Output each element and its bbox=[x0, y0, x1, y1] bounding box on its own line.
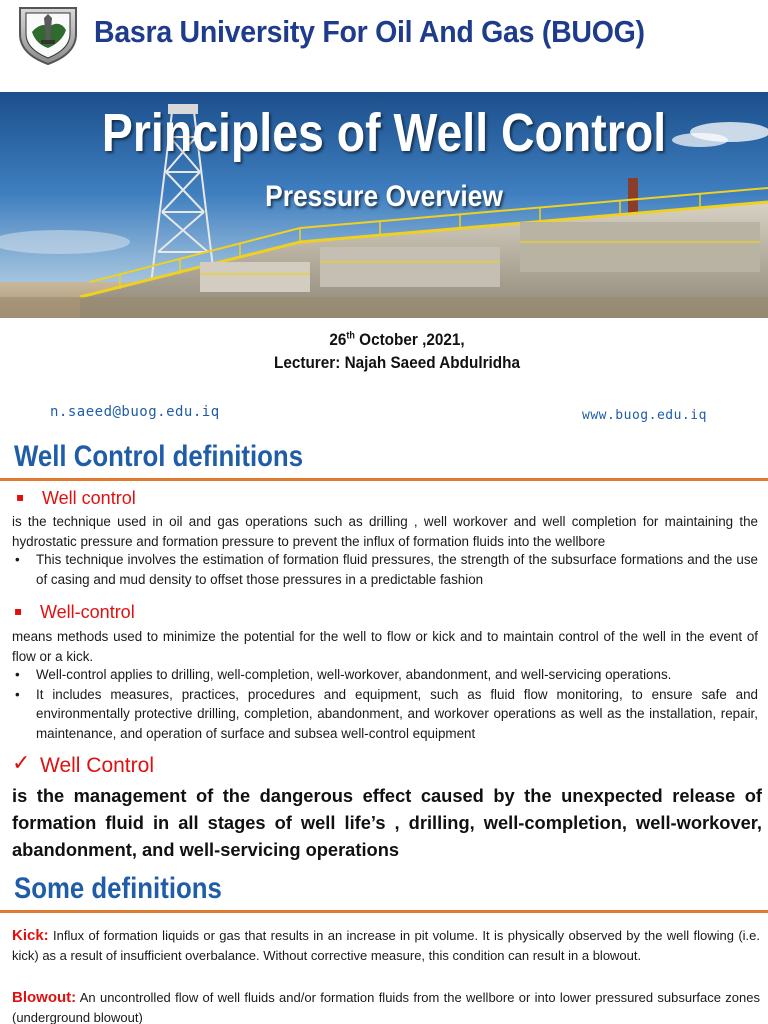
square-bullet-icon: ▪ bbox=[16, 490, 25, 504]
definition-text: is the technique used in oil and gas operations such as drilling , well workover and well completion for maintaining the hydrostatic pressure and formation pressure to prevent the influx of formation fluids into the wellbore bbox=[12, 514, 758, 549]
lecture-date: 26th October ,2021, bbox=[329, 330, 465, 349]
section-divider bbox=[0, 910, 768, 913]
presentation-subtitle: Pressure Overview bbox=[265, 180, 503, 213]
section-title-well-control: Well Control definitions bbox=[14, 440, 304, 473]
term-blowout: Blowout: bbox=[12, 989, 77, 1006]
definition-kick bbox=[12, 926, 760, 965]
hero-banner bbox=[0, 92, 768, 318]
definition-heading: Well control bbox=[42, 488, 136, 508]
email-link[interactable]: n.saeed@buog.edu.iq bbox=[50, 404, 220, 420]
checkmark-icon: ✓ bbox=[12, 751, 31, 776]
presentation-title: Principles of Well Control bbox=[101, 103, 667, 163]
section-divider bbox=[0, 478, 768, 481]
page-header bbox=[0, 0, 768, 90]
definition-text-emphasis: is the management of the dangerous effect caused by the unexpected release of formation fluid in all stages of well life’s , drilling, well-completion, well-workover, abandonment, and well-servicing operations bbox=[12, 785, 762, 860]
section-title-some-definitions: Some definitions bbox=[14, 872, 222, 905]
definition-text: means methods used to minimize the potential for the well to flow or kick and to maintain control of the well in the event of flow or a kick. bbox=[12, 629, 758, 664]
square-bullet-icon: ▪ bbox=[14, 604, 23, 618]
lecturer-name: Lecturer: Najah Saeed Abdulridha bbox=[273, 353, 520, 372]
definition-bullets bbox=[12, 665, 758, 743]
definition-text: An uncontrolled flow of well fluids and/or formation fluids from the wellbore or into lower pressured subsurface zones (underground blowout) bbox=[12, 990, 760, 1024]
website-link[interactable]: www.buog.edu.iq bbox=[582, 408, 707, 423]
university-logo bbox=[14, 4, 82, 66]
term-kick: Kick: bbox=[12, 927, 49, 944]
list-item: • It includes measures, practices, procedures and equipment, such as fluid flow monitoring, to ensure safe and environmentally protective drilling, completion, abandonment, and workover operations as well as the installation, repair, maintenance, and operation of surface and subsea well-control equipment bbox=[12, 685, 758, 744]
definition-text: Influx of formation liquids or gas that results in an increase in pit volume. It is physically observed by the well flowing (i.e. kick) as a result of insufficient overbalance. Without corrective measure, this condition can result in a blowout. bbox=[12, 928, 760, 963]
university-title: Basra University For Oil And Gas (BUOG) bbox=[94, 14, 645, 49]
list-item: • Well-control applies to drilling, well-completion, well-workover, abandonment, and well-servicing operations. bbox=[12, 665, 758, 685]
definition-bullets bbox=[12, 550, 758, 589]
definition-heading: Well Control bbox=[40, 754, 154, 777]
list-item: • This technique involves the estimation of formation fluid pressures, the strength of the subsurface formations and the use of casing and mud density to offset those pressures in a predictable fashion bbox=[12, 550, 758, 589]
definition-heading: Well-control bbox=[40, 602, 135, 622]
definition-blowout bbox=[12, 988, 760, 1024]
